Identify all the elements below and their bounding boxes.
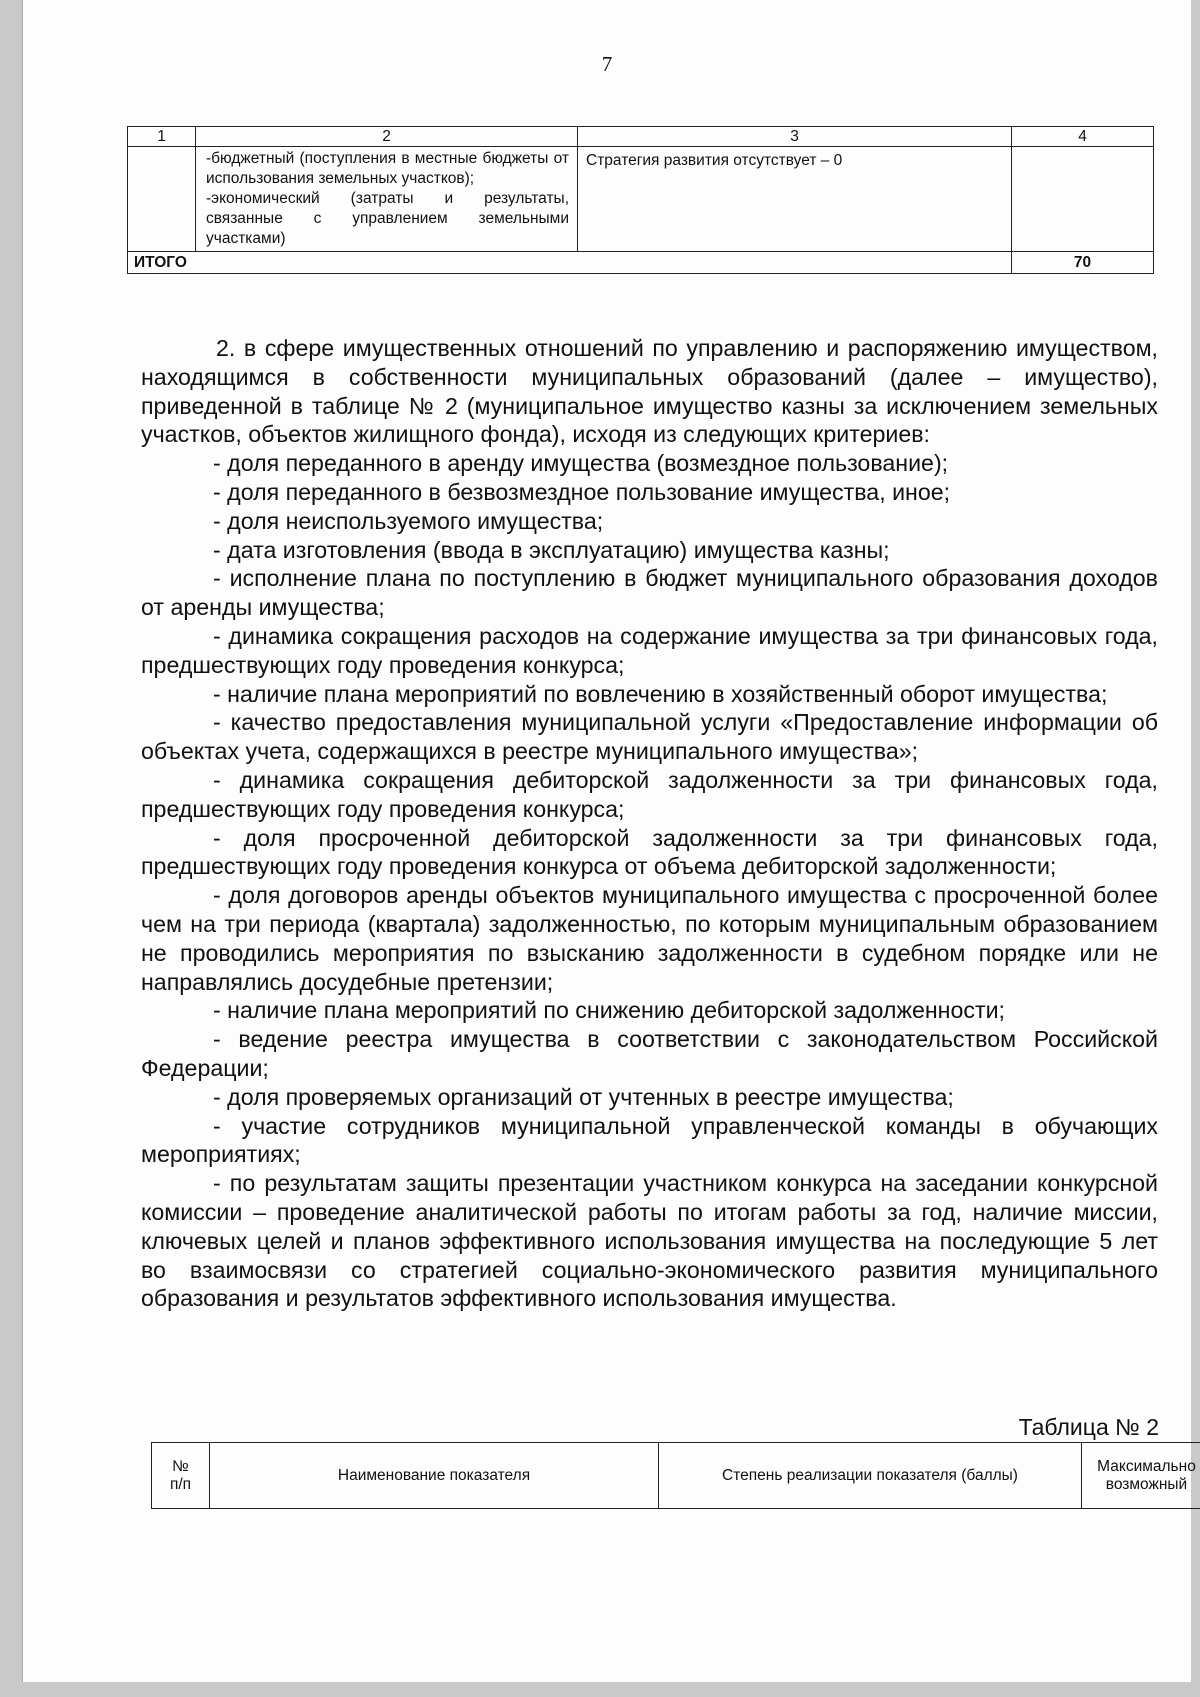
criterion-item: - доля переданного в аренду имущества (возмездное пользование);: [213, 450, 949, 477]
criterion-item: - доля переданного в безвозмездное пользование имущества, иное;: [213, 478, 951, 505]
criterion-item: - участие сотрудников муниципальной управленческой команды в обучающих мероприятиях;: [141, 1112, 1158, 1168]
criterion-item: - исполнение плана по поступлению в бюджет муниципального образования доходов от аренды имущества;: [141, 565, 1158, 621]
indicator-description-cell: [196, 147, 578, 252]
table-2-caption: Таблица № 2: [1018, 1414, 1159, 1440]
total-value: 70: [1012, 252, 1154, 274]
table-header-row: [128, 127, 1154, 147]
table-2: [151, 1442, 1200, 1509]
criterion-item: - доля договоров аренды объектов муниципального имущества с просроченной более чем на три периода (квартала) задолженностью, по которым муниципальным образованием не проводились мероприятия по взысканию задолженности в судебном порядке или не направлялись досудебные претензии;: [141, 882, 1158, 995]
total-row: [128, 252, 1154, 274]
header-max-score: Максимально возможный: [1082, 1443, 1200, 1509]
criterion-item: - наличие плана мероприятий по вовлечению в хозяйственный оборот имущества;: [213, 680, 1108, 707]
column-number-1: 1: [128, 127, 196, 147]
row-cell-empty: [128, 147, 196, 252]
header-score-degree: Степень реализации показателя (баллы): [659, 1443, 1082, 1509]
criterion-item: - динамика сокращения расходов на содержание имущества за три финансовых года, предшествующих году проведения конкурса;: [141, 622, 1158, 678]
indicator-budget-text: -бюджетный (поступления в местные бюджеты от использования земельных участков);: [206, 150, 569, 187]
criteria-text-block: [141, 334, 1158, 1313]
section-intro-paragraph: 2. в сфере имущественных отношений по управлению и распоряжению имуществом, находящимся в собственности муниципальных образований (далее – имущество), приведенной в таблице № 2 (муниципальное имущество казны за исключением земельных участков, объектов жилищного фонда), исходя из следующих критериев:: [141, 335, 1158, 448]
column-number-4: 4: [1012, 127, 1154, 147]
criterion-item: - дата изготовления (ввода в эксплуатацию) имущества казны;: [213, 536, 890, 563]
header-number: № п/п: [152, 1443, 210, 1509]
criterion-item: - качество предоставления муниципальной услуги «Предоставление информации об объектах учета, содержащихся в реестре муниципального имущества»;: [141, 709, 1158, 765]
header-indicator-name: Наименование показателя: [210, 1443, 659, 1509]
criterion-item: - ведение реестра имущества в соответствии с законодательством Российской Федерации;: [141, 1026, 1158, 1081]
table-2-header-row: [152, 1443, 1200, 1509]
criterion-item: - наличие плана мероприятий по снижению дебиторской задолженности;: [213, 997, 1005, 1024]
column-number-3: 3: [578, 127, 1012, 147]
total-label: ИТОГО: [128, 252, 1012, 274]
criterion-item: - доля проверяемых организаций от учтенных в реестре имущества;: [213, 1083, 954, 1110]
document-page: [22, 0, 1196, 1682]
criteria-table-continued: [127, 126, 1154, 274]
criterion-item: - доля неиспользуемого имущества;: [213, 507, 604, 534]
score-cell: Стратегия развития отсутствует – 0: [578, 147, 1012, 252]
indicator-economic-text: -экономический (затраты и результаты, связанные с управлением земельными участками): [206, 190, 569, 247]
criterion-item: - динамика сокращения дебиторской задолженности за три финансовых года, предшествующих году проведения конкурса;: [141, 766, 1158, 822]
criterion-item: - доля просроченной дебиторской задолженности за три финансовых года, предшествующих году проведения конкурса от объема дебиторской задолженности;: [141, 824, 1158, 880]
page-number: 7: [601, 52, 613, 76]
table-row: [128, 147, 1154, 252]
max-score-cell: [1012, 147, 1154, 252]
column-number-2: 2: [196, 127, 578, 147]
criterion-item: - по результатам защиты презентации участником конкурса на заседании конкурсной комиссии – проведение аналитической работы по итогам работы за год, наличие миссии, ключевых целей и планов эффективного использования имущества на последующие 5 лет во взаимосвязи со стратегией социально-экономического развития муниципального образования и результатов эффективного использования имущества.: [141, 1170, 1158, 1312]
